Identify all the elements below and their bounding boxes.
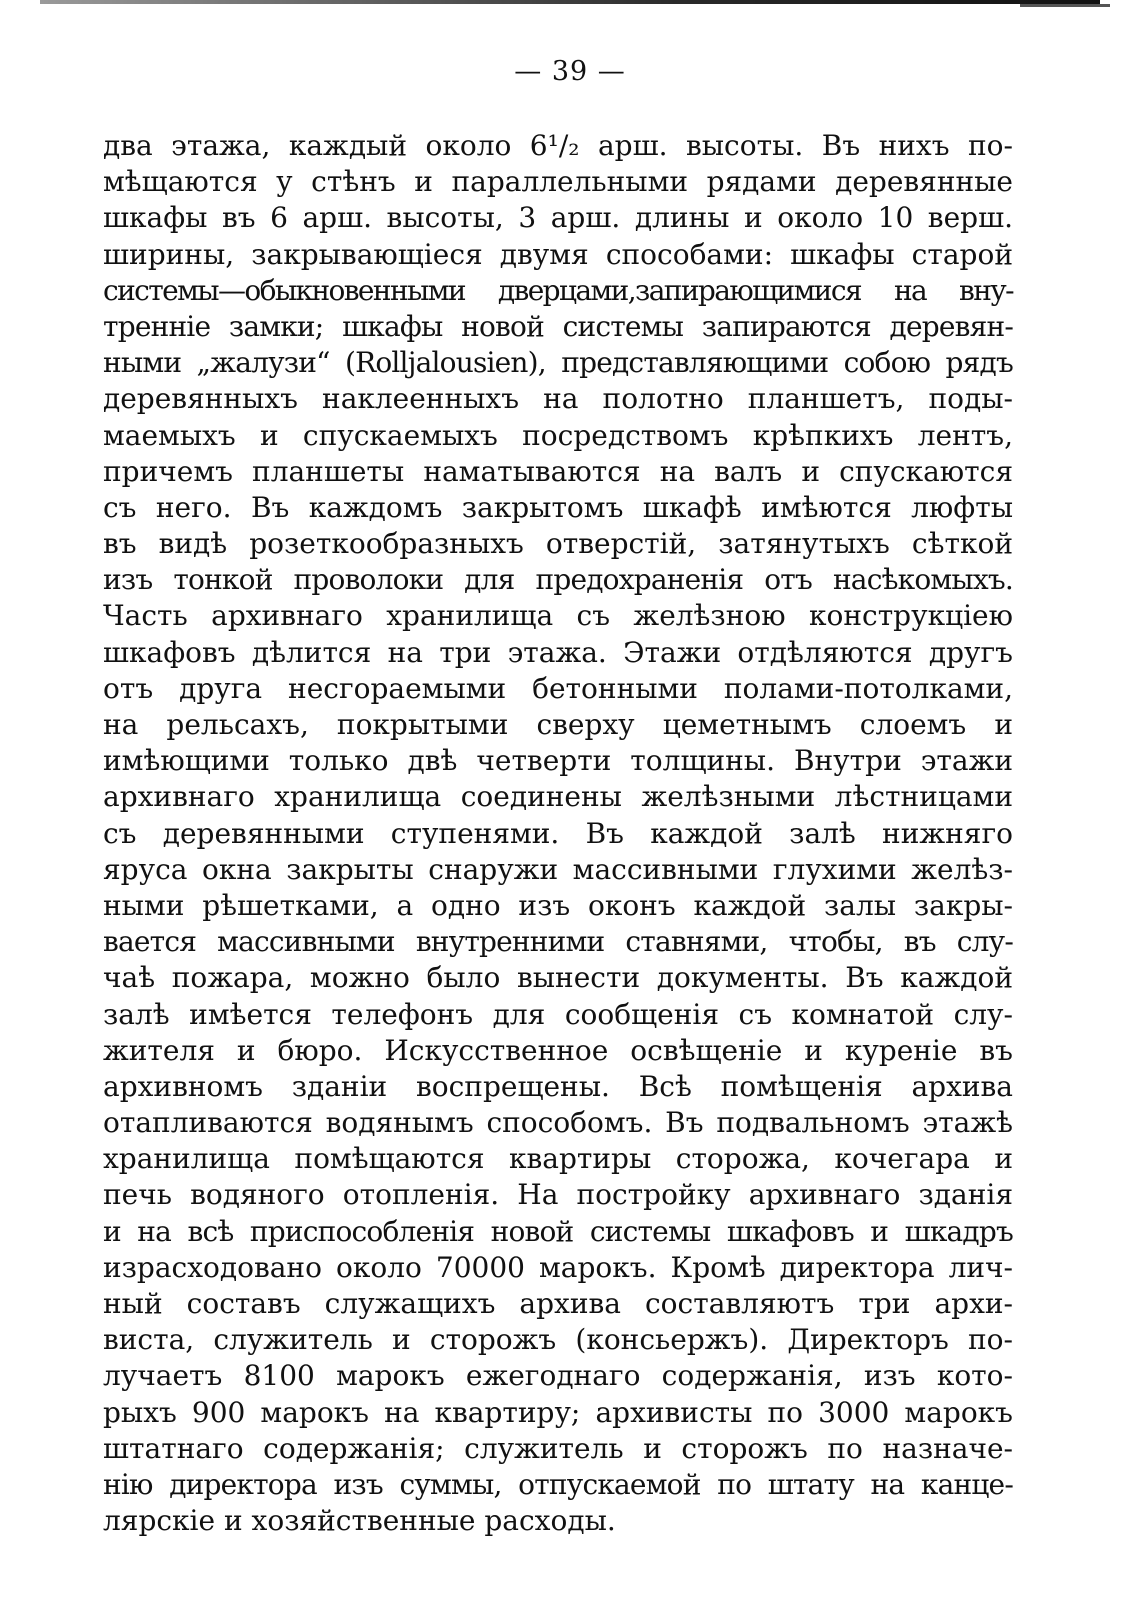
text-line: причемъ планшеты наматываются на валъ и спускаются: [103, 454, 1013, 488]
text-line: чаѣ пожара, можно было вынести документы. Въ каждой: [103, 961, 1013, 995]
text-line: нію директора изъ суммы, отпускаемой по штату на канце-: [103, 1467, 1013, 1501]
text-line: жителя и бюро. Искусственное освѣщеніе и куреніе въ: [103, 1033, 1013, 1067]
text-line: хранилища помѣщаются квартиры сторожа, кочегара и: [103, 1142, 1013, 1176]
text-line: системы—обыкновенными дверцами,запирающимися на вну-: [103, 273, 1013, 307]
text-line: деревянныхъ наклеенныхъ на полотно планшетъ, поды-: [103, 382, 1013, 416]
text-line: и на всѣ приспособленія новой системы шкафовъ и шкадръ: [103, 1214, 1013, 1248]
text-line: залѣ имѣется телефонъ для сообщенія съ комнатой слу-: [103, 997, 1013, 1031]
text-line: мѣщаются у стѣнъ и параллельными рядами деревянные: [103, 165, 1013, 199]
text-line: вается массивными внутренними ставнями, чтобы, въ слу-: [103, 925, 1013, 959]
text-line: съ деревянными ступенями. Въ каждой залѣ нижняго: [103, 816, 1013, 850]
text-line: на рельсахъ, покрытыми сверху цеметнымъ слоемъ и: [103, 708, 1013, 741]
text-line: штатнаго содержанія; служитель и сторожъ по назначе-: [103, 1431, 1013, 1465]
text-line: архивномъ зданіи воспрещены. Всѣ помѣщенія архива: [103, 1069, 1013, 1103]
text-line: лучаетъ 8100 марокъ ежегоднаго содержанія, изъ кото-: [103, 1359, 1013, 1393]
text-line: израсходовано около 70000 марокъ. Кромѣ директора лич-: [103, 1250, 1013, 1284]
scan-top-edge: [40, 0, 1100, 4]
text-line: ный составъ служащихъ архива составляютъ три архи-: [103, 1287, 1013, 1320]
text-line: лярскіе и хозяйственные расходы.: [103, 1504, 616, 1538]
text-line: съ него. Въ каждомъ закрытомъ шкафѣ имѣются люфты: [103, 490, 1013, 524]
text-line: ширины, закрывающіеся двумя способами: шкафы старой: [103, 237, 1013, 271]
text-line: тренніе замки; шкафы новой системы запираются деревян-: [103, 309, 1013, 343]
body-text: [103, 128, 1013, 1539]
text-line: маемыхъ и спускаемыхъ посредствомъ крѣпкихъ лентъ,: [103, 418, 1013, 452]
scan-top-edge-mark: [1020, 4, 1110, 7]
text-line: отъ друга несгораемыми бетонными полами-потолками,: [103, 671, 1013, 705]
text-line: въ видѣ розеткообразныхъ отверстій, затянутыхъ сѣткой: [103, 527, 1013, 561]
text-line: архивнаго хранилища соединены желѣзными лѣстницами: [103, 780, 1013, 814]
text-line: шкафы въ 6 арш. высоты, 3 арш. длины и около 10 верш.: [103, 201, 1013, 235]
text-line: виста, служитель и сторожъ (консьержъ). Директоръ по-: [103, 1323, 1013, 1357]
text-line: печь водяного отопленія. На постройку архивнаго зданія: [103, 1178, 1013, 1212]
text-line: рыхъ 900 марокъ на квартиру; архивисты по 3000 марокъ: [103, 1395, 1013, 1429]
text-line: имѣющими только двѣ четверти толщины. Внутри этажи: [103, 744, 1013, 778]
text-line: шкафовъ дѣлится на три этажа. Этажи отдѣляются другъ: [103, 635, 1013, 669]
text-line: отапливаются водянымъ способомъ. Въ подвальномъ этажѣ: [103, 1106, 1013, 1140]
text-line: ными рѣшетками, а одно изъ оконъ каждой залы закры-: [103, 888, 1013, 922]
page-number: — 39 —: [514, 56, 626, 87]
text-line: ными „жалузи“ (Rolljalousien), представляющими собою рядъ: [103, 346, 1013, 380]
text-line: два этажа, каждый около 6¹/₂ арш. высоты. Въ нихъ по-: [103, 129, 1013, 162]
text-line: яруса окна закрыты снаружи массивными глухими желѣз-: [103, 852, 1013, 886]
text-line: изъ тонкой проволоки для предохраненія отъ насѣкомыхъ.: [103, 563, 1013, 597]
text-line: Часть архивнаго хранилища съ желѣзною конструкціею: [103, 599, 1013, 633]
